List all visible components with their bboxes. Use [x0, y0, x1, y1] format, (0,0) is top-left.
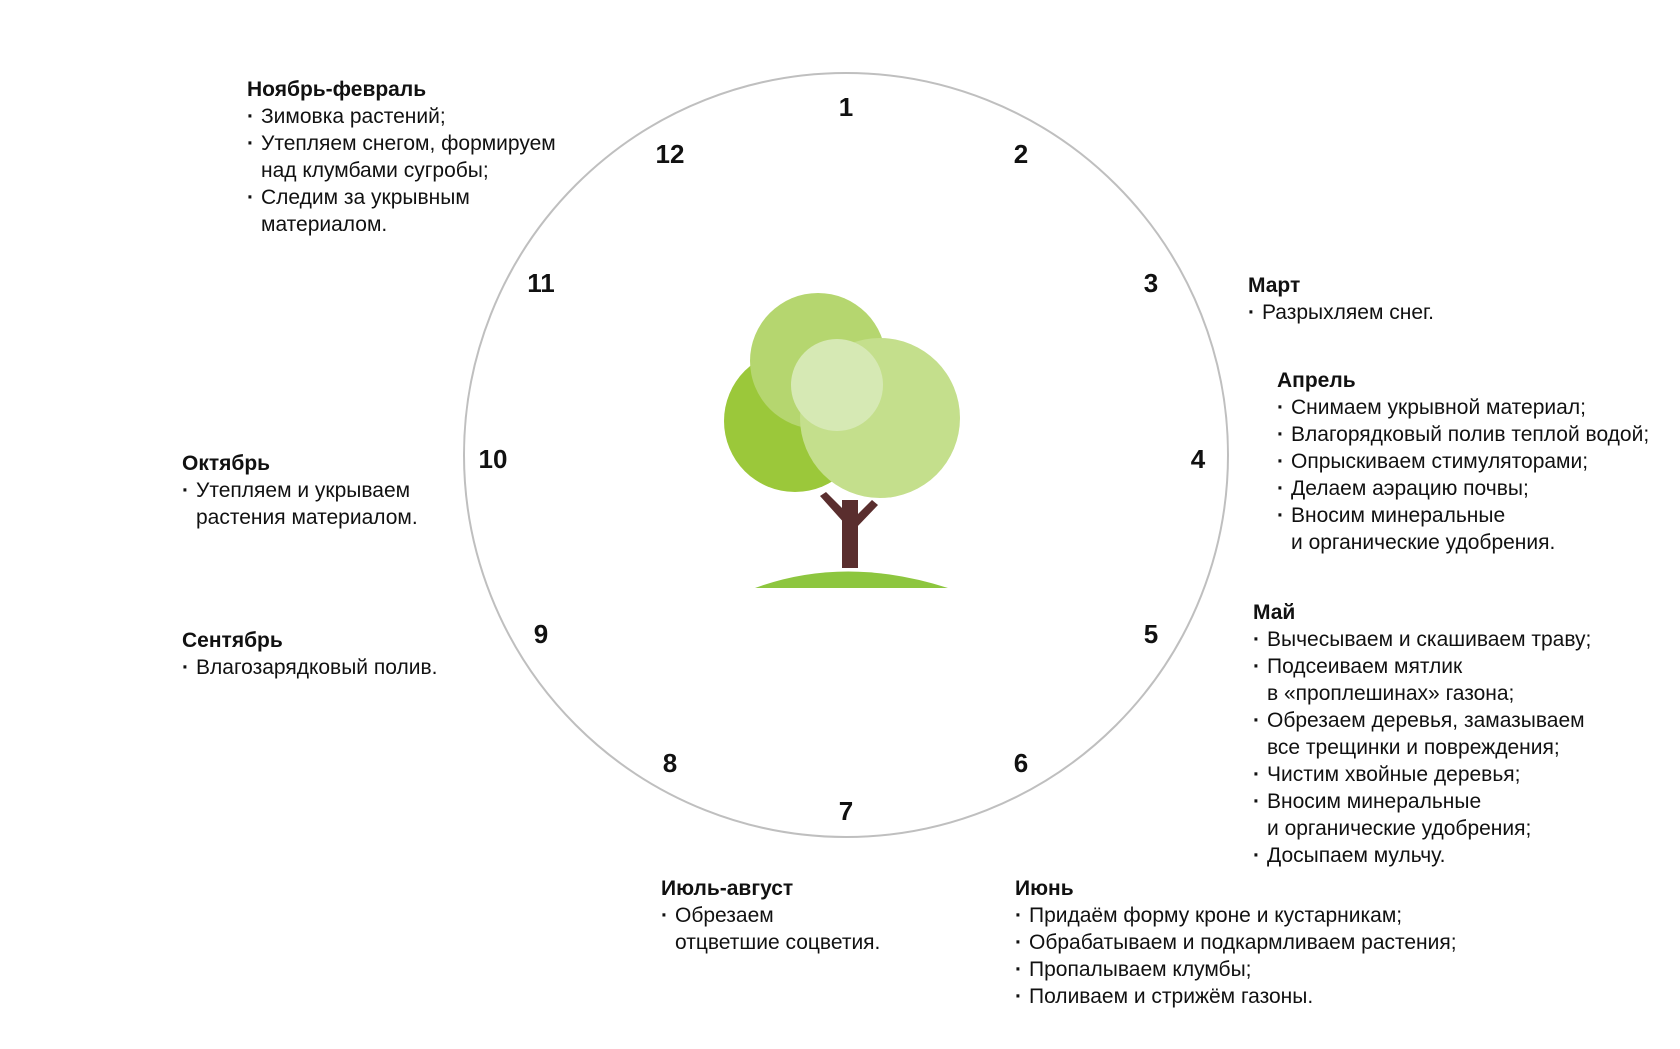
task-item: · Обрезаем деревья, замазываем все трещинки и повреждения;: [1253, 707, 1591, 761]
section-title: Июль-август: [661, 877, 794, 900]
section-june: [1015, 875, 1457, 1010]
task-list: [1015, 902, 1457, 1010]
section-title: Октябрь: [182, 452, 271, 475]
task-item: · Утепляем и укрываем растения материалом.: [182, 477, 418, 531]
task-item: · Поливаем и стрижём газоны.: [1015, 983, 1457, 1010]
clock-number-4: 4: [1190, 444, 1206, 474]
task-item: · Пропалываем клумбы;: [1015, 956, 1457, 983]
task-item: · Вычесываем и скашиваем траву;: [1253, 626, 1591, 653]
section-may: [1253, 599, 1591, 869]
clock-number-6: 6: [1013, 748, 1029, 778]
task-item: · Досыпаем мульчу.: [1253, 842, 1591, 869]
task-list: [182, 477, 418, 531]
task-item: · Обрабатываем и подкармливаем растения;: [1015, 929, 1457, 956]
task-item: · Придаём форму кроне и кустарникам;: [1015, 902, 1457, 929]
section-nov-feb: [247, 76, 556, 238]
task-item: · Чистим хвойные деревья;: [1253, 761, 1591, 788]
task-item: · Влагозарядковый полив.: [182, 654, 437, 681]
task-item: · Снимаем укрывной материал;: [1277, 394, 1649, 421]
section-march: [1248, 272, 1434, 326]
clock-number-10: 10: [478, 444, 508, 474]
task-item: · Опрыскиваем стимуляторами;: [1277, 448, 1649, 475]
clock-number-2: 2: [1013, 139, 1029, 169]
task-item: · Утепляем снегом, формируем над клумбами сугробы;: [247, 130, 556, 184]
task-list: [1277, 394, 1649, 556]
section-april: [1277, 367, 1649, 556]
section-october: [182, 450, 418, 531]
clock-number-3: 3: [1143, 268, 1159, 298]
clock-number-9: 9: [533, 619, 549, 649]
task-item: · Зимовка растений;: [247, 103, 556, 130]
task-list: [1248, 299, 1434, 326]
task-list: [247, 103, 556, 238]
section-title: Июнь: [1015, 877, 1074, 900]
task-item: · Следим за укрывным материалом.: [247, 184, 556, 238]
clock-number-5: 5: [1143, 619, 1159, 649]
section-september: [182, 627, 437, 681]
section-title: Сентябрь: [182, 629, 283, 652]
task-item: · Подсеиваем мятлик в «проплешинах» газона;: [1253, 653, 1591, 707]
task-list: [661, 902, 880, 956]
section-title: Март: [1248, 274, 1301, 297]
section-title: Ноябрь-февраль: [247, 78, 427, 101]
task-item: · Влагорядковый полив теплой водой;: [1277, 421, 1649, 448]
task-item: · Делаем аэрацию почвы;: [1277, 475, 1649, 502]
task-item: · Разрыхляем снег.: [1248, 299, 1434, 326]
section-jul-aug: [661, 875, 880, 956]
ground-hill: [755, 572, 948, 589]
task-list: [1253, 626, 1591, 869]
clock-number-7: 7: [838, 796, 854, 826]
tree-icon: [724, 293, 960, 588]
tree-trunk: [842, 500, 858, 568]
clock-number-12: 12: [655, 139, 685, 169]
section-title: Апрель: [1277, 369, 1356, 392]
clock-number-11: 11: [527, 268, 555, 298]
task-item: · Вносим минеральные и органические удобрения.: [1277, 502, 1649, 556]
foliage-highlight: [791, 339, 883, 431]
task-list: [182, 654, 437, 681]
clock-number-8: 8: [662, 748, 678, 778]
clock-number-1: 1: [838, 92, 854, 122]
task-item: · Обрезаем отцветшие соцветия.: [661, 902, 880, 956]
section-title: Май: [1253, 601, 1296, 624]
task-item: · Вносим минеральные и органические удобрения;: [1253, 788, 1591, 842]
